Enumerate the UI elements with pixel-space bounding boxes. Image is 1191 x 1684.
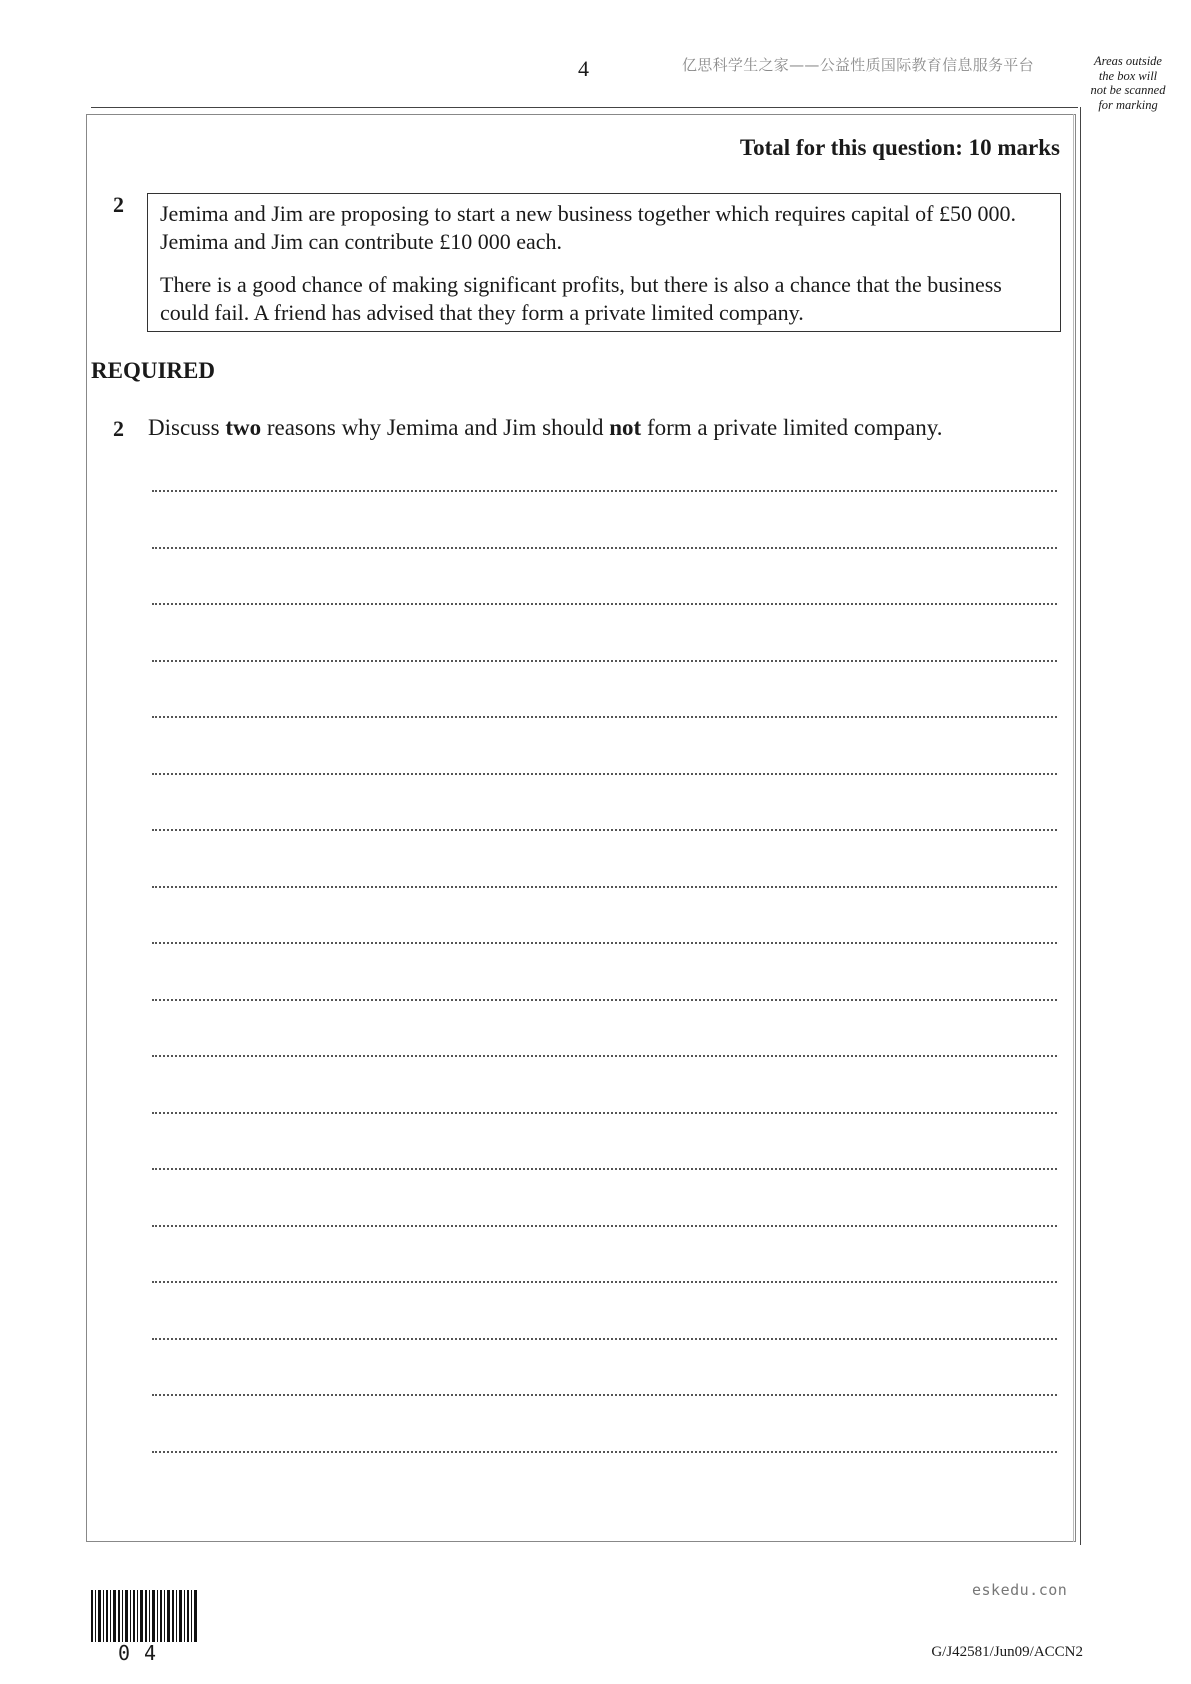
sub-question-number: 2 [113,416,124,441]
watermark-text: 亿思科学生之家——公益性质国际教育信息服务平台 [682,56,1034,74]
barcode-digits: 04 [118,1641,171,1665]
required-heading: REQUIRED [91,358,215,383]
margin-note-line: Areas outside [1094,54,1162,68]
answer-line[interactable] [152,829,1057,831]
answer-area-inner-rule [1073,114,1074,1542]
question-number: 2 [113,192,124,217]
answer-line[interactable] [152,490,1057,492]
answer-line[interactable] [152,999,1057,1001]
answer-line[interactable] [152,716,1057,718]
margin-note-line: the box will [1098,68,1158,83]
right-margin-rule [1080,107,1081,1545]
barcode-icon [91,1590,199,1642]
page-number: 4 [578,56,589,81]
answer-line[interactable] [152,660,1057,662]
answer-line[interactable] [152,603,1057,605]
answer-line[interactable] [152,1394,1057,1396]
margin-note-line: not be scanned [1090,83,1166,97]
stimulus-paragraph: There is a good chance of making significant profits, but there is also a chance that the business could fail. A friend has advised that they form a private limited company. [160,272,1002,325]
question-prompt [148,415,942,441]
answer-line[interactable] [152,1112,1057,1114]
prompt-emphasis: two [225,415,262,440]
total-marks: Total for this question: 10 marks [739,135,1060,160]
answer-line[interactable] [152,1451,1057,1453]
site-text: eskedu.con [972,1581,1068,1599]
answer-line[interactable] [152,547,1057,549]
margin-note-line: for marking [1098,97,1158,112]
answer-line[interactable] [152,1168,1057,1170]
prompt-text: Discuss [148,415,226,440]
answer-line[interactable] [152,1225,1057,1227]
answer-line[interactable] [152,886,1057,888]
answer-line[interactable] [152,1055,1057,1057]
top-rule [91,107,1078,108]
answer-line[interactable] [152,773,1057,775]
stimulus-paragraph: Jemima and Jim are proposing to start a new business together which requires capital of £50 000. Jemima and Jim can contribute £10 000 each. [160,201,1016,254]
prompt-emphasis: not [609,415,642,440]
answer-line[interactable] [152,1338,1057,1340]
answer-line[interactable] [152,1281,1057,1283]
prompt-text: reasons why Jemima and Jim should [261,415,610,440]
prompt-text: form a private limited company. [641,415,943,440]
margin-note [1078,54,1178,112]
paper-code: G/J42581/Jun09/ACCN2 [931,1644,1083,1660]
answer-line[interactable] [152,942,1057,944]
stimulus-box [147,193,1061,332]
